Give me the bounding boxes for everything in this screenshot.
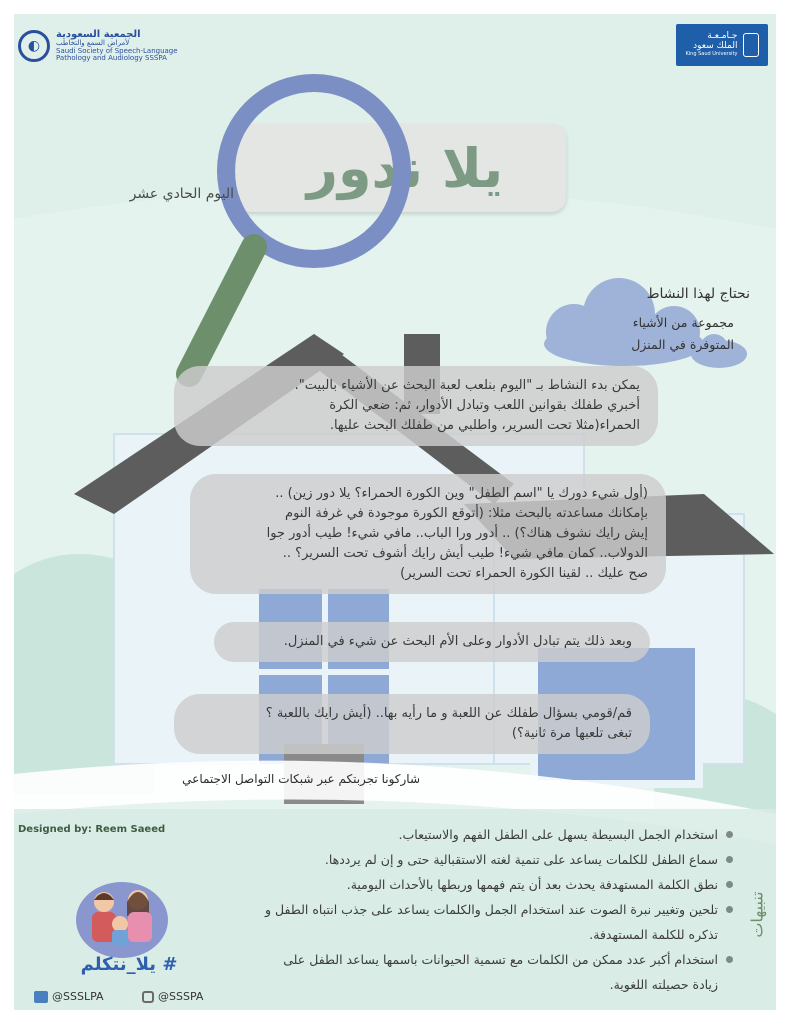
needs-line-2: المتوفرة في المنزل bbox=[631, 337, 734, 352]
ssspa-en-line-2: Pathology and Audiology SSSPA bbox=[56, 53, 167, 62]
intro-line-1: يمكن بدء النشاط بـ "اليوم بنلعب لعبة البحث عن الأشياء بالبيت". bbox=[294, 378, 640, 393]
instagram-handle-text: @SSSPA bbox=[158, 990, 204, 1003]
tips-label: تنبيهات bbox=[747, 890, 767, 938]
intro-line-3: الحمراء(مثلا تحت السرير، واطلبي من طفلك البحث عليها. bbox=[329, 418, 640, 433]
ssspa-ar-line-2: لأمراض السمع والتخاطب bbox=[56, 39, 130, 48]
twitter-handle[interactable] bbox=[34, 990, 104, 1003]
dialogue-line-5: صح عليك .. لقينا الكورة الحمراء تحت السرير) bbox=[400, 566, 648, 581]
dialogue-line-1: (أول شيء دورك يا "اسم الطفل" وين الكورة الحمراء؟ يلا دور زين) .. bbox=[275, 486, 648, 501]
poster bbox=[14, 14, 776, 1010]
ksu-en-line: King Saud University bbox=[685, 51, 738, 58]
day-label: اليوم الحادي عشر bbox=[129, 186, 234, 202]
ssspa-logo-text bbox=[56, 30, 178, 63]
ssspa-ar-line-1: الجمعية السعودية bbox=[56, 28, 141, 40]
intro-line-2: أخبري طفلك بقوانين اللعب وتبادل الأدوار، ثم: ضعي الكرة bbox=[329, 398, 640, 413]
ksu-logo-icon bbox=[743, 33, 759, 57]
tip-item-3: نطق الكلمة المستهدفة يحدث بعد أن يتم فهمها وربطها بالأحداث اليومية. bbox=[264, 872, 736, 897]
activity-title: يلا ندور bbox=[306, 136, 504, 200]
instagram-handle[interactable] bbox=[142, 990, 203, 1003]
intro-paragraph bbox=[174, 366, 658, 446]
ksu-ar-line-1: جـامـعـة bbox=[707, 31, 738, 42]
ask-line-1: قم/قومي بسؤال طفلك عن اللعبة و ما رأيه بها.. (أيش رايك باللعبة ؟ bbox=[265, 706, 632, 721]
ask-child-paragraph bbox=[174, 694, 650, 754]
tip-item-5: استخدام أكبر عدد ممكن من الكلمات مع تسمية الحيوانات باسمها يساعد الطفل على زيادة حصيلته اللغوية. bbox=[264, 947, 736, 997]
ksu-ar-line-2: الملك سعود bbox=[693, 41, 738, 52]
tip-item-1: استخدام الجمل البسيطة يسهل على الطفل الفهم والاستيعاب. bbox=[264, 822, 736, 847]
needs-title: نحتاج لهذا النشاط bbox=[646, 286, 750, 302]
twitter-handle-text: @SSSLPA bbox=[52, 990, 104, 1003]
ksu-logo bbox=[676, 24, 768, 66]
tip-item-2: سماع الطفل للكلمات يساعد على تنمية لغته الاستقبالية حتى و إن لم يرددها. bbox=[264, 847, 736, 872]
ssspa-en-line-1: Saudi Society of Speech-Language bbox=[56, 46, 178, 55]
magnifier-icon bbox=[154, 69, 414, 409]
family-illustration bbox=[72, 872, 172, 962]
needs-list bbox=[534, 312, 734, 356]
hashtag: # يلا_نتكلم bbox=[80, 954, 178, 975]
ssspa-logo bbox=[18, 26, 178, 66]
example-dialogue-paragraph bbox=[190, 474, 666, 594]
turn-taking-paragraph bbox=[214, 622, 650, 662]
ksu-logo-text bbox=[686, 32, 738, 57]
twitter-icon bbox=[34, 991, 48, 1003]
instagram-icon bbox=[142, 991, 154, 1003]
tip-item-4: تلحين وتغيير نبرة الصوت عند استخدام الجمل والكلمات يساعد على جذب انتباه الطفل و تذكره للكلمة المستهدفة. bbox=[264, 897, 736, 947]
dialogue-line-2: بإمكانك مساعدته بالبحث مثلا: (أتوقع الكورة موجودة في غرفة النوم bbox=[285, 506, 648, 521]
dialogue-line-3: إيش رايك نشوف هناك؟) .. أدور ورا الباب.. مافي شيء! طيب أدور جوا bbox=[266, 526, 648, 541]
needs-line-1: مجموعة من الأشياء bbox=[632, 315, 734, 330]
ssspa-logo-icon: ◐ bbox=[18, 30, 50, 62]
designer-credit: Designed by: Reem Saeed bbox=[18, 824, 166, 835]
share-text: شاركونا تجربتكم عبر شبكات التواصل الاجتماعي bbox=[182, 772, 420, 786]
tips-label-wrapper bbox=[742, 869, 772, 959]
tips-list bbox=[264, 822, 736, 997]
ask-line-2: تبغى تلعبها مرة ثانية؟) bbox=[511, 726, 632, 741]
turn-taking-line: وبعد ذلك يتم تبادل الأدوار وعلى الأم البحث عن شيء في المنزل. bbox=[283, 634, 632, 649]
dialogue-line-4: الدولاب.. كمان مافي شيء! طيب أيش رايك أشوف تحت السرير؟ .. bbox=[282, 546, 648, 561]
